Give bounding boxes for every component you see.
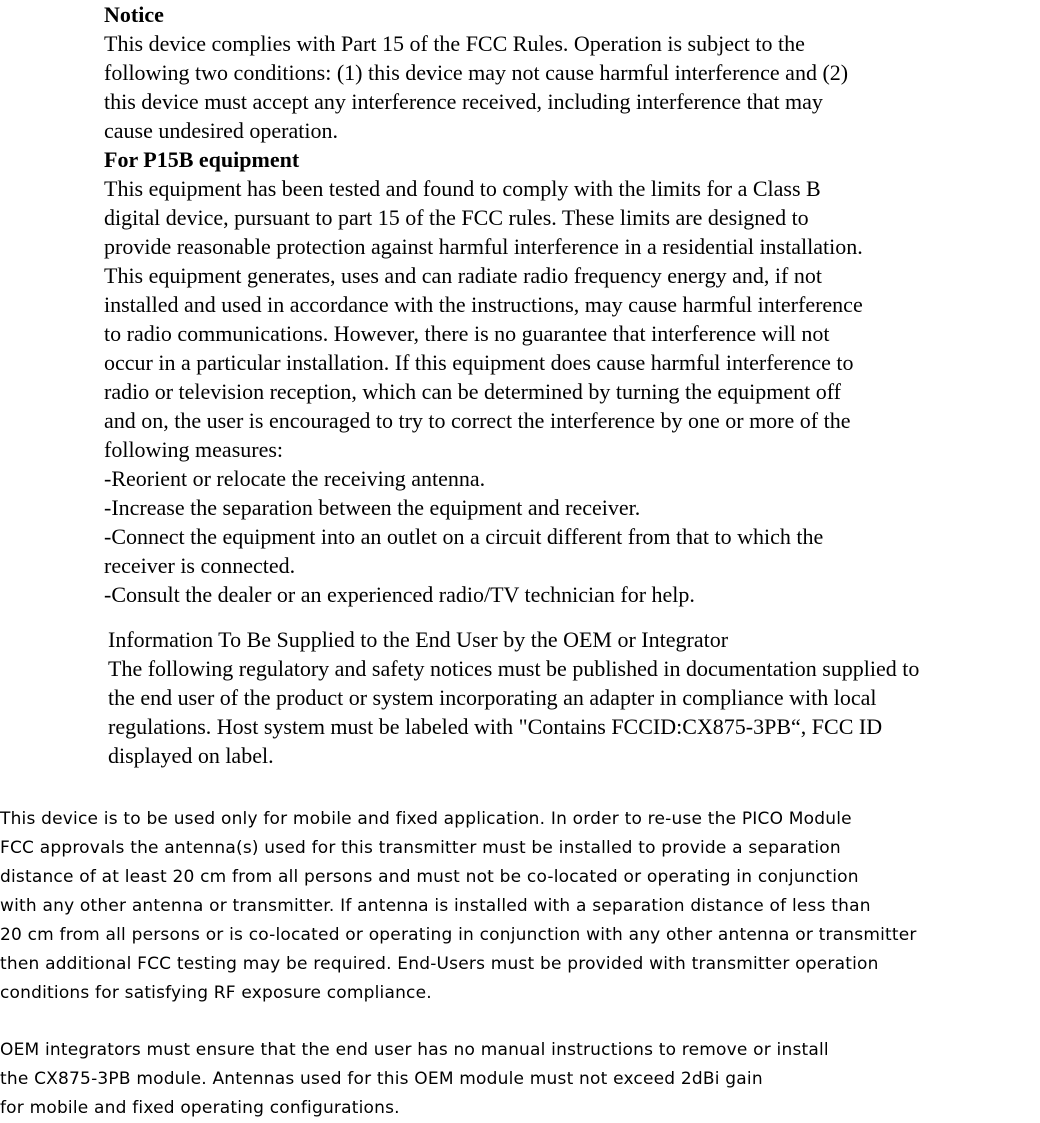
p15b-line: radio or television reception, which can be determined by turning the equipment off bbox=[104, 379, 841, 404]
p15b-line: following measures: bbox=[104, 437, 284, 462]
rf-line: conditions for satisfying RF exposure compliance. bbox=[0, 983, 432, 1003]
rf-line: distance of at least 20 cm from all persons and must not be co-located or operating in conjunction bbox=[0, 867, 859, 887]
p15b-line: and on, the user is encouraged to try to correct the interference by one or more of the bbox=[104, 408, 851, 433]
measure-item: -Consult the dealer or an experienced radio/TV technician for help. bbox=[104, 582, 695, 607]
p15b-line: This equipment has been tested and found to comply with the limits for a Class B bbox=[104, 176, 821, 201]
info-line: displayed on label. bbox=[108, 743, 274, 768]
oem-line: OEM integrators must ensure that the end user has no manual instructions to remove or install bbox=[0, 1040, 829, 1060]
p15b-heading: For P15B equipment bbox=[104, 147, 300, 172]
notice-heading: Notice bbox=[104, 2, 164, 27]
p15b-line: installed and used in accordance with the instructions, may cause harmful interference bbox=[104, 292, 863, 317]
rf-line: This device is to be used only for mobile and fixed application. In order to re-use the PICO Module bbox=[0, 809, 852, 829]
notice-line: This device complies with Part 15 of the FCC Rules. Operation is subject to the bbox=[104, 31, 805, 56]
measure-item: -Increase the separation between the equipment and receiver. bbox=[104, 495, 641, 520]
p15b-line: occur in a particular installation. If this equipment does cause harmful interference to bbox=[104, 350, 854, 375]
notice-line: following two conditions: (1) this device may not cause harmful interference and (2) bbox=[104, 60, 849, 85]
fcc-notice-section bbox=[104, 0, 863, 609]
measure-item: -Reorient or relocate the receiving antenna. bbox=[104, 466, 486, 491]
rf-line: then additional FCC testing may be required. End-Users must be provided with transmitter operation bbox=[0, 954, 879, 974]
info-line: the end user of the product or system incorporating an adapter in compliance with local bbox=[108, 685, 877, 710]
rf-exposure-section bbox=[0, 805, 917, 1008]
oem-integrator-section bbox=[0, 1036, 829, 1123]
p15b-line: to radio communications. However, there is no guarantee that interference will not bbox=[104, 321, 830, 346]
info-line: The following regulatory and safety notices must be published in documentation supplied to bbox=[108, 656, 920, 681]
oem-info-section bbox=[108, 625, 919, 770]
notice-line: this device must accept any interference received, including interference that may bbox=[104, 89, 823, 114]
p15b-line: digital device, pursuant to part 15 of the FCC rules. These limits are designed to bbox=[104, 205, 809, 230]
notice-line: cause undesired operation. bbox=[104, 118, 338, 143]
oem-line: the CX875-3PB module. Antennas used for this OEM module must not exceed 2dBi gain bbox=[0, 1069, 763, 1089]
info-line: regulations. Host system must be labeled with "Contains FCCID:CX875-3PB“, FCC ID bbox=[108, 714, 883, 739]
rf-line: with any other antenna or transmitter. If antenna is installed with a separation distance of less than bbox=[0, 896, 871, 916]
oem-line: for mobile and fixed operating configurations. bbox=[0, 1098, 400, 1118]
rf-line: FCC approvals the antenna(s) used for this transmitter must be installed to provide a separation bbox=[0, 838, 841, 858]
measure-item: -Connect the equipment into an outlet on a circuit different from that to which the bbox=[104, 524, 824, 549]
p15b-line: provide reasonable protection against harmful interference in a residential installation. bbox=[104, 234, 863, 259]
measure-item: receiver is connected. bbox=[104, 553, 296, 578]
info-title: Information To Be Supplied to the End User by the OEM or Integrator bbox=[108, 627, 729, 652]
rf-line: 20 cm from all persons or is co-located or operating in conjunction with any other antenna or transmitter bbox=[0, 925, 917, 945]
p15b-line: This equipment generates, uses and can radiate radio frequency energy and, if not bbox=[104, 263, 822, 288]
